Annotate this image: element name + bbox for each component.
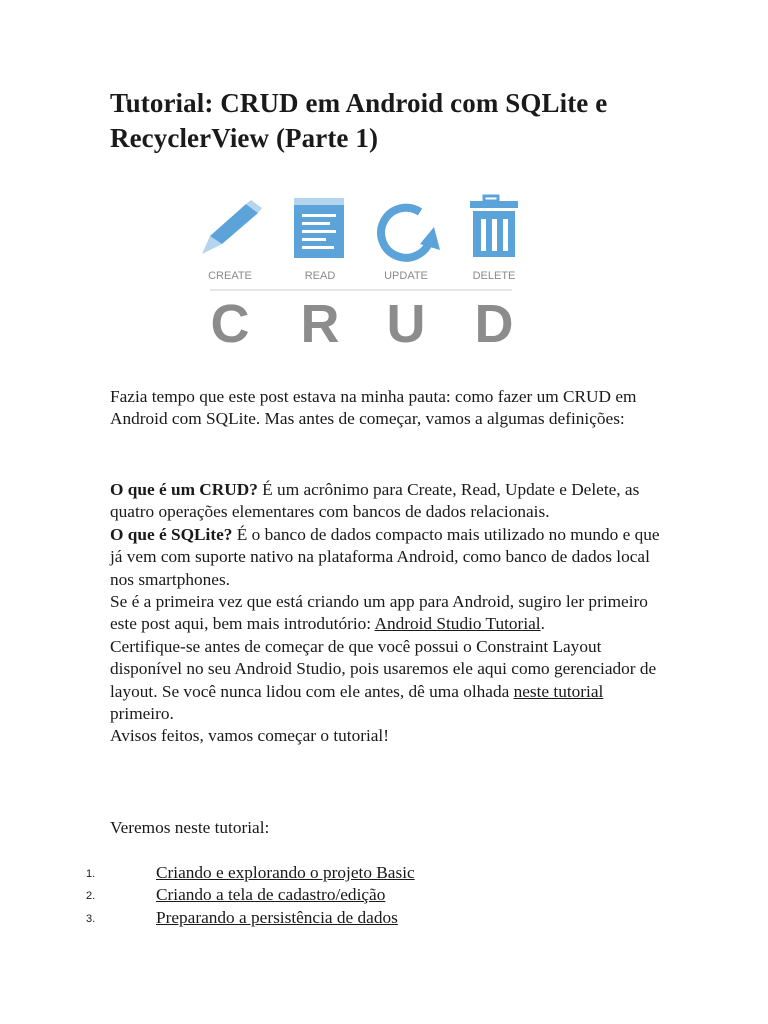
constraint-paragraph (110, 636, 670, 726)
letter-u: U (386, 294, 426, 352)
step-link-persistence[interactable]: Preparando a persistência de dados (156, 907, 398, 927)
step-link-edit-screen[interactable]: Criando a tela de cadastro/edição (156, 885, 386, 905)
sqlite-definition (110, 524, 670, 591)
first-time-after: . (540, 614, 545, 634)
first-time-paragraph (110, 591, 670, 636)
sqlite-definition-text: É o banco de dados compacto mais utilizado no mundo e que já vem com suporte nativo na plataforma Android, como banco de dados local nos smartphones. (110, 524, 660, 589)
crud-figure (198, 192, 528, 352)
trash-icon (470, 196, 518, 257)
definitions-block (110, 479, 670, 748)
constraint-text: Certifique-se antes de começar de que você possui o Constraint Layout disponível no seu Android Studio, pois usaremos ele aqui como gerenciador de layout. Se você nunca lidou com ele antes, dê uma olhada (110, 636, 657, 701)
operation-label-create: CREATE (208, 270, 252, 282)
crud-definition-lead: O que é um CRUD? (110, 480, 258, 499)
list-item (0, 862, 768, 884)
operation-label-read: READ (304, 270, 336, 282)
crud-definition-text: É um acrônimo para Create, Read, Update e Delete, as quatro operações elementares com bancos de dados relacionais. (110, 480, 640, 522)
android-studio-tutorial-link[interactable]: Android Studio Tutorial (374, 614, 541, 634)
letter-c: C (210, 294, 250, 352)
page-title: Tutorial: CRUD em Android com SQLite e RecyclerView (Parte 1) (110, 88, 608, 153)
pencil-icon (202, 200, 262, 254)
letter-r: R (300, 294, 340, 352)
outro-paragraph (110, 817, 670, 839)
intro-text: Fazia tempo que este post estava na minha pauta: como fazer um CRUD em Android com SQLite. Mas antes de começar, vamos a algumas definições: (110, 387, 637, 429)
sqlite-definition-lead: O que é SQLite? (110, 524, 233, 544)
step-number: 2. (86, 890, 96, 903)
constraint-tutorial-link[interactable]: neste tutorial (513, 681, 604, 701)
step-number: 3. (86, 912, 96, 925)
constraint-after: primeiro. (110, 704, 174, 724)
step-link-basic-project[interactable]: Criando e explorando o projeto Basic (156, 863, 415, 882)
crud-illustration (198, 192, 528, 352)
operation-label-delete: DELETE (472, 270, 516, 282)
first-time-text: Se é a primeira vez que está criando um app para Android, sugiro ler primeiro este post aqui, bem mais introdutório: (110, 592, 648, 634)
outro-text: Veremos neste tutorial: (110, 818, 270, 837)
document-icon (294, 198, 344, 258)
crud-definition (110, 479, 670, 524)
steps-list (0, 862, 768, 929)
list-item (0, 884, 768, 906)
intro-paragraph (110, 386, 670, 431)
operation-label-update: UPDATE (384, 270, 428, 282)
warnings-text: Avisos feitos, vamos começar o tutorial! (110, 726, 389, 746)
list-item (0, 907, 768, 929)
step-number: 1. (86, 868, 96, 880)
refresh-icon (381, 208, 440, 258)
letter-d: D (474, 294, 514, 352)
